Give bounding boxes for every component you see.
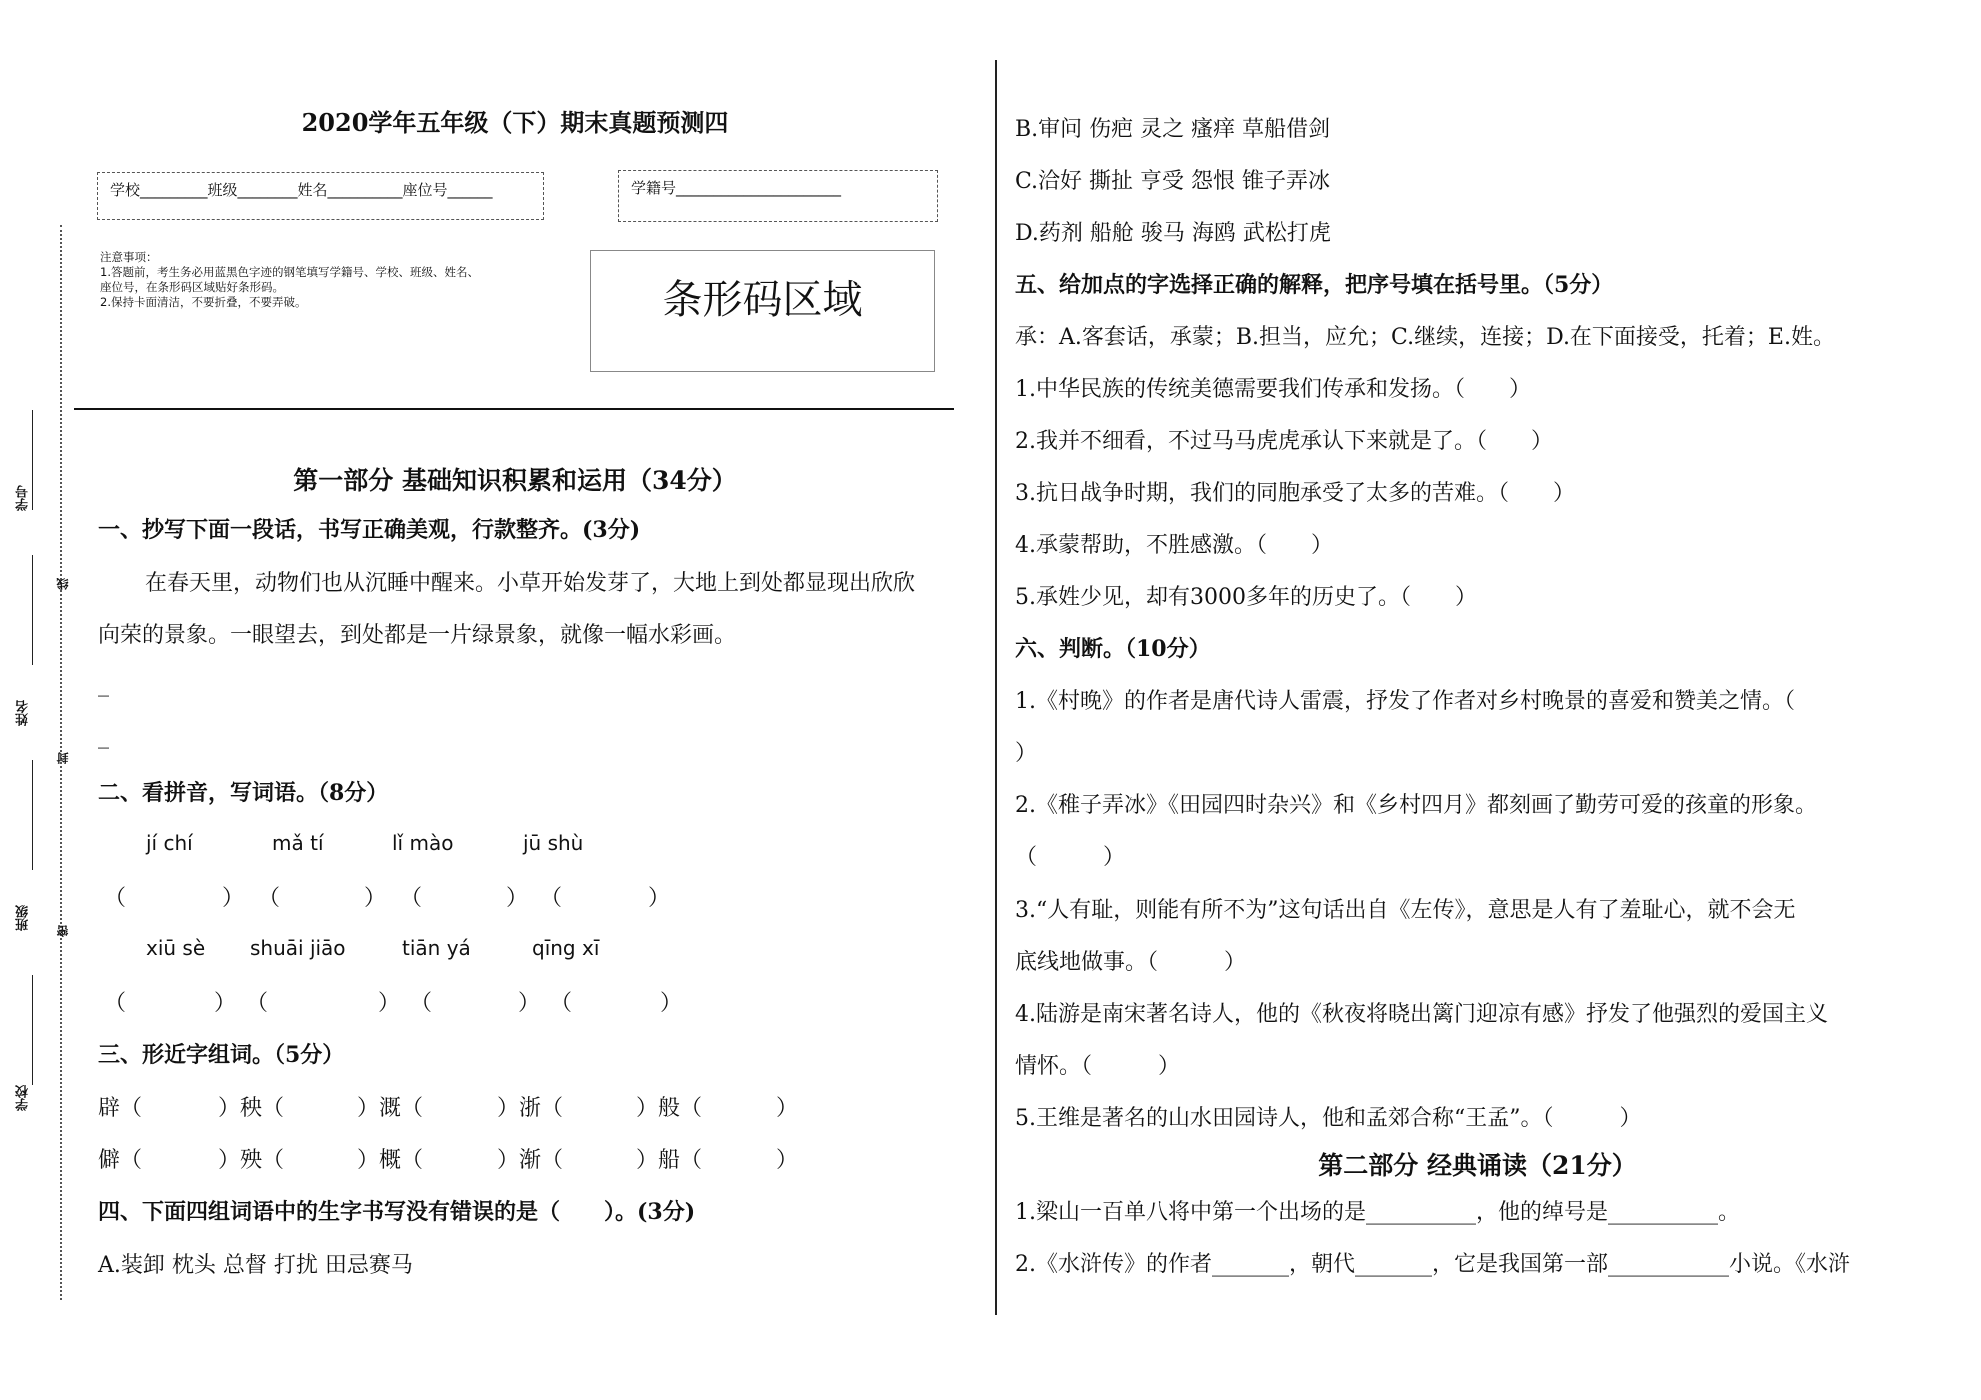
q6-line-8[interactable]: 情怀。（ ） [1015,1054,1181,1079]
q5-item-3[interactable]: 3.抗日战争时期，我们的同胞承受了太多的苦难。（ ） [1015,481,1575,506]
q3-row-1-item-5[interactable]: ）般（ [636,1096,703,1121]
part1-title: 第一部分 基础知识积累和运用（34分） [293,466,737,495]
q2-pinyin-6: shuāi jiāo [250,936,346,960]
q3-row-1-item-2[interactable]: ）秧（ [218,1096,285,1121]
q2-blank-1-close: ） [222,886,245,911]
q2-pinyin-1: jí chí [146,831,193,855]
q3-row-1-item-3[interactable]: ）溉（ [357,1096,424,1121]
q6-line-6[interactable]: 底线地做事。（ ） [1015,950,1247,975]
q2-pinyin-5: xiū sè [146,936,206,960]
p2-question-1[interactable]: 1.梁山一百单八将中第一个出场的是__________，他的绰号是__________。 [1015,1200,1740,1225]
q6-line-1: 1.《村晚》的作者是唐代诗人雷震，抒发了作者对乡村晚景的喜爱和赞美之情。（ [1015,689,1795,714]
barcode-area [590,250,935,372]
q5-definitions: 承：A.客套话，承蒙；B.担当，应允；C.继续，连接；D.在下面接受，托着；E.姓。 [1015,325,1835,350]
seal-char-line: 线 [56,578,70,590]
q3-row-1-item-1[interactable]: 辟（ [98,1096,143,1121]
reg-no-box[interactable] [618,170,938,222]
header-divider [74,408,954,410]
q2-pinyin-3: lǐ mào [392,831,454,855]
q4-option-b: B.审问 伤疤 灵之 瘙痒 草船借剑 [1015,117,1331,142]
q2-blank-6-open[interactable]: （ [246,991,269,1016]
q2-blank-7-close: ） [518,991,541,1016]
binding-label-student-no: 学号 [16,485,31,511]
notice-title: 注意事项： [100,250,158,264]
q2-blank-2-open[interactable]: （ [258,886,281,911]
binding-underline [32,555,33,665]
q3-row-2-item-5[interactable]: ）船（ [636,1148,703,1173]
q2-blank-2-close: ） [364,886,387,911]
q3-row-2-item-1[interactable]: 僻（ [98,1148,143,1173]
q1-title: 一、抄写下面一段话，书写正确美观，行款整齐。(3分) [98,517,641,543]
q3-row-2-item-4[interactable]: ）渐（ [497,1148,564,1173]
q2-pinyin-8: qīng xī [532,936,600,960]
q2-blank-1-open[interactable]: （ [104,886,127,911]
q1-answer-line-2[interactable]: _ [98,724,109,749]
q3-row-2-item-3[interactable]: ）概（ [357,1148,424,1173]
q2-blank-8-open[interactable]: （ [550,991,573,1016]
q5-item-5[interactable]: 5.承姓少见，却有3000多年的历史了。（ ） [1015,585,1477,610]
q2-title: 二、看拼音，写词语。（8分） [98,780,389,806]
q6-line-7: 4.陆游是南宋著名诗人，他的《秋夜将晓出篱门迎凉有感》抒发了他强烈的爱国主义 [1015,1002,1828,1027]
q3-row-1-item-6: ） [776,1096,799,1121]
q6-line-3: 2.《稚子弄冰》《田园四时杂兴》和《乡村四月》都刻画了勤劳可爱的孩童的形象。 [1015,793,1817,818]
reg-no-field: 学籍号______________________ [631,179,842,197]
q5-item-2[interactable]: 2.我并不细看，不过马马虎虎承认下来就是了。（ ） [1015,429,1553,454]
student-info-fields: 学校_________班级________姓名__________座位号______ [110,181,493,199]
q4-option-a: A.装卸 枕头 总督 打扰 田忌赛马 [98,1253,413,1278]
barcode-label: 条形码区域 [662,276,863,323]
q6-line-5: 3.“人有耻，则能有所不为”这句话出自《左传》，意思是人有了羞耻心，就不会无 [1015,898,1796,923]
q1-answer-line-1[interactable]: _ [98,672,109,697]
q2-blank-6-close: ） [378,991,401,1016]
notice-item-1a: 1.答题前，考生务必用蓝黑色字迹的钢笔填写学籍号、学校、班级、姓名、 [100,265,479,279]
q2-pinyin-7: tiān yá [402,936,471,960]
notice-item-1b: 座位号，在条形码区域贴好条形码。 [100,280,284,294]
q2-pinyin-2: mǎ tí [272,831,324,855]
p2-question-2[interactable]: 2.《水浒传》的作者_______，朝代_______，它是我国第一部___________小说。《水浒 [1015,1252,1850,1277]
q2-blank-5-open[interactable]: （ [104,991,127,1016]
q2-blank-7-open[interactable]: （ [410,991,433,1016]
q2-blank-8-close: ） [660,991,683,1016]
notice-item-2: 2.保持卡面清洁，不要折叠，不要弄破。 [100,295,307,309]
q6-line-4[interactable]: （ ） [1015,845,1126,870]
q5-item-1[interactable]: 1.中华民族的传统美德需要我们传承和发扬。（ ） [1015,377,1531,402]
q3-row-2-item-6: ） [776,1148,799,1173]
binding-label-class: 班级 [16,905,31,931]
seal-char-secret: 密 [56,925,70,937]
q5-item-4[interactable]: 4.承蒙帮助，不胜感激。（ ） [1015,533,1333,558]
q2-blank-4-close: ） [648,886,671,911]
q5-title: 五、给加点的字选择正确的解释，把序号填在括号里。（5分） [1015,272,1614,298]
binding-label-name: 姓名 [16,700,31,726]
exam-title: 2020学年五年级（下）期末真题预测四 [301,108,729,137]
column-divider [995,60,997,1315]
q1-passage-line-2: 向荣的景象。一眼望去，到处都是一片绿景象，就像一幅水彩画。 [98,623,737,648]
binding-underline [32,760,33,870]
q6-line-2[interactable]: ） [1015,741,1038,766]
q3-row-2-item-2[interactable]: ）殃（ [218,1148,285,1173]
part2-title: 第二部分 经典诵读（21分） [1318,1151,1637,1180]
student-info-box[interactable] [97,172,544,220]
q3-title: 三、形近字组词。（5分） [98,1042,345,1068]
q2-blank-5-close: ） [214,991,237,1016]
notice-block [100,250,560,310]
seal-char-seal: 封 [56,752,70,764]
q2-blank-3-open[interactable]: （ [400,886,423,911]
q2-pinyin-4: jū shù [523,831,584,855]
q4-title: 四、下面四组词语中的生字书写没有错误的是（ ）。(3分) [98,1199,696,1225]
q3-row-1-item-4[interactable]: ）浙（ [497,1096,564,1121]
q6-line-9[interactable]: 5.王维是著名的山水田园诗人，他和孟郊合称“王孟”。（ ） [1015,1106,1642,1131]
q2-blank-4-open[interactable]: （ [540,886,563,911]
binding-label-school: 学校 [16,1085,31,1111]
q1-passage-line-1: 在春天里，动物们也从沉睡中醒来。小草开始发芽了，大地上到处都显现出欣欣 [145,571,916,596]
q4-option-d: D.药剂 船舱 骏马 海鸥 武松打虎 [1015,221,1331,246]
q4-option-c: C.洽好 撕扯 亨受 怨恨 锥子弄冰 [1015,169,1331,194]
q6-title: 六、判断。（10分） [1015,636,1211,662]
binding-underline [32,975,33,1085]
q2-blank-3-close: ） [506,886,529,911]
